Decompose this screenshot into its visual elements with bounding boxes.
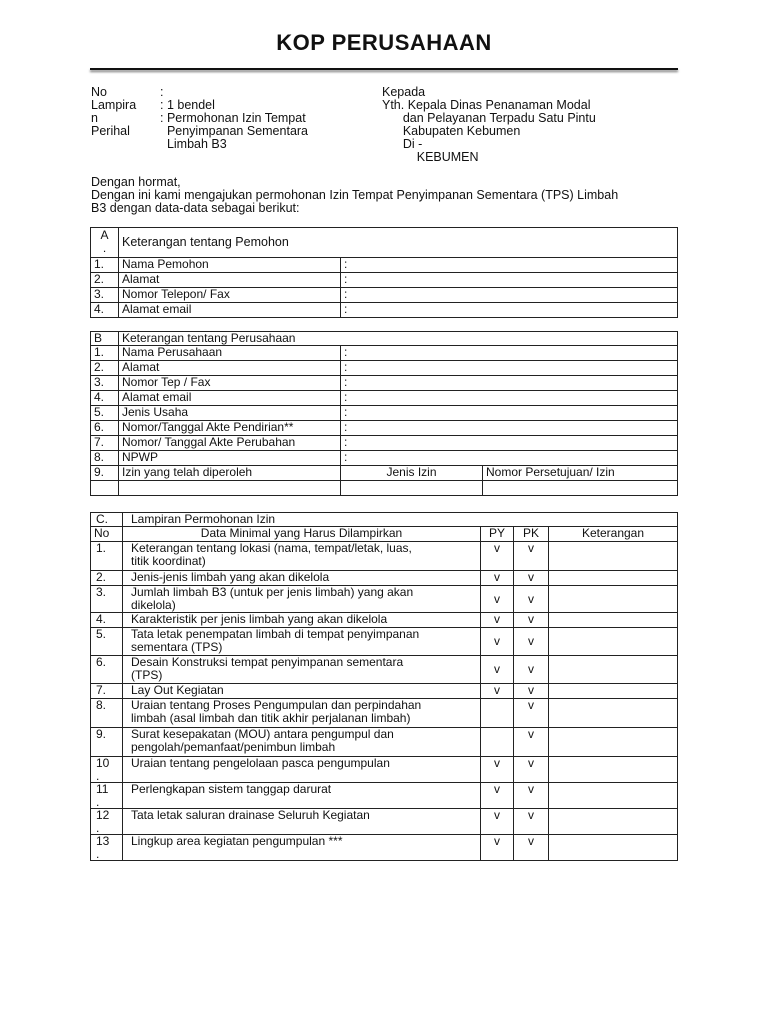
pk-check[interactable]: v <box>514 571 549 586</box>
pk-check[interactable]: v <box>514 586 549 613</box>
row-number: 4. <box>91 613 123 628</box>
table-row <box>91 699 678 728</box>
izin-jenis-header: Jenis Izin <box>341 466 483 481</box>
keterangan-cell[interactable] <box>549 656 678 684</box>
table-row <box>91 273 678 288</box>
keterangan-cell[interactable] <box>549 835 678 861</box>
izin-header-row <box>91 466 678 481</box>
col-header-py: PY <box>481 527 514 542</box>
recipient-line-4: Kabupaten Kebumen <box>382 124 521 138</box>
row-label: Alamat email <box>119 391 341 406</box>
py-check[interactable]: v <box>481 613 514 628</box>
row-number-dot: . <box>96 768 100 783</box>
label-perihal: Perihal <box>91 124 130 138</box>
row-description: Jenis-jenis limbah yang akan dikelola <box>123 571 481 586</box>
empty-cell[interactable] <box>483 481 678 496</box>
keterangan-cell[interactable] <box>549 586 678 613</box>
table-row <box>91 728 678 757</box>
desc-line-1: Surat kesepakatan (MOU) antara pengumpul dan <box>131 727 394 741</box>
col-header-no: No <box>91 527 123 542</box>
row-number: 8. <box>91 451 119 466</box>
row-label: Alamat <box>119 273 341 288</box>
row-value-cell[interactable]: : <box>341 258 678 273</box>
row-number-dot: . <box>96 846 100 861</box>
row-number: 4. <box>91 391 119 406</box>
page-title: KOP PERUSAHAAN <box>276 30 492 55</box>
row-number: 1. <box>91 346 119 361</box>
desc-line-2: pengolah/pemanfaat/penimbun limbah <box>131 739 336 754</box>
row-number-dot: . <box>96 820 100 835</box>
value-no: : <box>160 85 164 99</box>
section-a-letter: A <box>100 228 109 242</box>
py-check[interactable]: v <box>481 586 514 613</box>
py-check[interactable]: v <box>481 684 514 699</box>
pk-check[interactable]: v <box>514 835 549 861</box>
py-check[interactable]: v <box>481 571 514 586</box>
table-row <box>91 542 678 571</box>
col-header-pk: PK <box>514 527 549 542</box>
value-perihal-3: Limbah B3 <box>160 137 227 151</box>
desc-line-1: Jumlah limbah B3 (untuk per jenis limbah) yang akan <box>131 585 414 599</box>
row-value-cell[interactable]: : <box>341 451 678 466</box>
row-label: Nomor/Tanggal Akte Pendirian** <box>119 421 341 436</box>
table-section-a <box>90 227 678 318</box>
row-label: Alamat email <box>119 303 341 318</box>
desc-line-2: dikelola) <box>131 597 176 612</box>
table-row <box>91 258 678 273</box>
keterangan-cell[interactable] <box>549 628 678 656</box>
row-number: 6. <box>91 656 123 684</box>
table-row <box>91 421 678 436</box>
row-value-cell[interactable]: : <box>341 421 678 436</box>
py-check[interactable] <box>481 699 514 728</box>
table-row <box>91 361 678 376</box>
greeting: Dengan hormat, <box>91 175 181 189</box>
row-description <box>123 728 481 757</box>
row-number <box>91 757 123 783</box>
keterangan-cell[interactable] <box>549 571 678 586</box>
pk-check[interactable]: v <box>514 728 549 757</box>
keterangan-cell[interactable] <box>549 728 678 757</box>
keterangan-cell[interactable] <box>549 783 678 809</box>
pk-check[interactable]: v <box>514 542 549 571</box>
section-c-column-headers <box>91 527 678 542</box>
pk-check[interactable]: v <box>514 757 549 783</box>
row-description: Lay Out Kegiatan <box>123 684 481 699</box>
row-number: 3. <box>91 288 119 303</box>
pk-check[interactable]: v <box>514 656 549 684</box>
section-c-header <box>91 513 678 527</box>
table-row <box>91 835 678 861</box>
py-check[interactable]: v <box>481 809 514 835</box>
izin-label: Izin yang telah diperoleh <box>119 466 341 481</box>
col-header-keterangan: Keterangan <box>549 527 678 542</box>
row-number-main: 13 <box>96 834 110 848</box>
section-a-title: Keterangan tentang Pemohon <box>119 228 678 258</box>
header-divider <box>90 68 678 70</box>
row-number: 1. <box>91 542 123 571</box>
row-description: Uraian tentang pengelolaan pasca pengumpulan <box>123 757 481 783</box>
pk-check[interactable]: v <box>514 628 549 656</box>
pk-check[interactable]: v <box>514 699 549 728</box>
row-value-cell[interactable]: : <box>341 391 678 406</box>
table-row <box>91 571 678 586</box>
row-description <box>123 656 481 684</box>
py-check[interactable]: v <box>481 656 514 684</box>
row-number <box>91 783 123 809</box>
izin-nomor-header: Nomor Persetujuan/ Izin <box>483 466 678 481</box>
desc-line-1: Uraian tentang Proses Pengumpulan dan perpindahan <box>131 698 422 712</box>
keterangan-cell[interactable] <box>549 684 678 699</box>
row-number: 2. <box>91 361 119 376</box>
row-number: 2. <box>91 571 123 586</box>
row-label: Nomor Tep / Fax <box>119 376 341 391</box>
label-lampiran-wrap: n <box>91 111 98 125</box>
desc-line-1: Tata letak penempatan limbah di tempat penyimpanan <box>131 627 420 641</box>
row-description <box>123 542 481 571</box>
section-b-title: Keterangan tentang Perusahaan <box>119 332 678 346</box>
row-value-cell[interactable]: : <box>341 406 678 421</box>
row-description <box>123 699 481 728</box>
section-a-dot: . <box>102 241 107 255</box>
row-value-cell[interactable]: : <box>341 376 678 391</box>
table-row <box>91 391 678 406</box>
intro-line-1: Dengan ini kami mengajukan permohonan Izin Tempat Penyimpanan Sementara (TPS) Limbah <box>91 188 619 202</box>
table-row <box>91 451 678 466</box>
table-row <box>91 303 678 318</box>
row-label: NPWP <box>119 451 341 466</box>
keterangan-cell[interactable] <box>549 699 678 728</box>
empty-cell[interactable] <box>119 481 341 496</box>
pk-check[interactable]: v <box>514 684 549 699</box>
row-label: Jenis Usaha <box>119 406 341 421</box>
row-value-cell[interactable]: : <box>341 288 678 303</box>
intro-line-2: B3 dengan data-data sebagai berikut: <box>91 201 300 215</box>
recipient-block <box>382 86 596 164</box>
row-description: Lingkup area kegiatan pengumpulan *** <box>123 835 481 861</box>
recipient-line-3: dan Pelayanan Terpadu Satu Pintu <box>382 111 596 125</box>
desc-line-1: Desain Konstruksi tempat penyimpanan sementara <box>131 655 404 669</box>
row-label: Nama Pemohon <box>119 258 341 273</box>
value-perihal-1: : Permohonan Izin Tempat <box>160 111 306 125</box>
py-check[interactable]: v <box>481 542 514 571</box>
keterangan-cell[interactable] <box>549 809 678 835</box>
table-row <box>91 586 678 613</box>
table-row <box>91 656 678 684</box>
py-check[interactable] <box>481 728 514 757</box>
row-number: 3. <box>91 376 119 391</box>
value-perihal-2: Penyimpanan Sementara <box>160 124 309 138</box>
table-row <box>91 757 678 783</box>
table-section-b <box>90 331 678 496</box>
row-value-cell[interactable]: : <box>341 436 678 451</box>
col-header-data: Data Minimal yang Harus Dilampirkan <box>123 527 481 542</box>
section-c-code: C. <box>91 513 123 527</box>
letter-header-values <box>160 86 308 151</box>
table-row <box>91 436 678 451</box>
row-number: 3. <box>91 586 123 613</box>
label-no: No <box>91 85 107 99</box>
table-row <box>91 809 678 835</box>
row-number: 9. <box>91 728 123 757</box>
table-row <box>91 783 678 809</box>
py-check[interactable]: v <box>481 783 514 809</box>
row-label: Alamat <box>119 361 341 376</box>
label-lampiran: Lampira <box>91 98 137 112</box>
row-description: Perlengkapan sistem tanggap darurat <box>123 783 481 809</box>
table-row <box>91 288 678 303</box>
row-description <box>123 586 481 613</box>
row-number-main: 10 <box>96 756 110 770</box>
row-number-main: 11 <box>96 782 109 796</box>
row-number: 4. <box>91 303 119 318</box>
recipient-line-1: Kepada <box>382 85 426 99</box>
table-row <box>91 406 678 421</box>
row-value-cell[interactable]: : <box>341 303 678 318</box>
keterangan-cell[interactable] <box>549 757 678 783</box>
row-number: 2. <box>91 273 119 288</box>
row-number <box>91 835 123 861</box>
recipient-line-6: KEBUMEN <box>382 150 479 164</box>
row-description: Tata letak saluran drainase Seluruh Kegiatan <box>123 809 481 835</box>
row-number: 7. <box>91 436 119 451</box>
section-c-title: Lampiran Permohonan Izin <box>123 513 678 527</box>
table-row <box>91 628 678 656</box>
row-number-main: 12 <box>96 808 110 822</box>
desc-line-2: limbah (asal limbah dan titik akhir perjalanan limbah) <box>131 710 411 725</box>
row-value-cell[interactable]: : <box>341 273 678 288</box>
recipient-line-5: Di - <box>382 137 423 151</box>
section-b-header <box>91 332 678 346</box>
section-a-code <box>91 228 119 258</box>
keterangan-cell[interactable] <box>549 613 678 628</box>
empty-cell <box>91 481 119 496</box>
table-section-c <box>90 512 678 861</box>
pk-check[interactable]: v <box>514 783 549 809</box>
desc-line-2: sementara (TPS) <box>131 639 223 654</box>
row-label: Nomor Telepon/ Fax <box>119 288 341 303</box>
empty-cell[interactable] <box>341 481 483 496</box>
row-number: 7. <box>91 684 123 699</box>
row-number: 6. <box>91 421 119 436</box>
row-description: Karakteristik per jenis limbah yang akan dikelola <box>123 613 481 628</box>
row-value-cell[interactable]: : <box>341 361 678 376</box>
pk-check[interactable]: v <box>514 809 549 835</box>
py-check[interactable]: v <box>481 757 514 783</box>
keterangan-cell[interactable] <box>549 542 678 571</box>
py-check[interactable]: v <box>481 835 514 861</box>
value-lampiran: : 1 bendel <box>160 98 215 112</box>
pk-check[interactable]: v <box>514 613 549 628</box>
intro-text <box>91 176 681 215</box>
row-number-dot: . <box>96 794 100 809</box>
row-number: 9. <box>91 466 119 481</box>
py-check[interactable]: v <box>481 628 514 656</box>
desc-line-2: (TPS) <box>131 667 163 682</box>
izin-empty-row <box>91 481 678 496</box>
desc-line-2: titik koordinat) <box>131 553 206 568</box>
row-number <box>91 809 123 835</box>
table-row <box>91 684 678 699</box>
row-number: 5. <box>91 628 123 656</box>
table-row <box>91 376 678 391</box>
table-row <box>91 613 678 628</box>
row-label: Nomor/ Tanggal Akte Perubahan <box>119 436 341 451</box>
section-b-code: B <box>91 332 119 346</box>
letter-header-labels <box>91 86 136 138</box>
section-a-header <box>91 228 678 258</box>
row-value-cell[interactable]: : <box>341 346 678 361</box>
table-row <box>91 346 678 361</box>
recipient-line-2: Yth. Kepala Dinas Penanaman Modal <box>382 98 591 112</box>
row-label: Nama Perusahaan <box>119 346 341 361</box>
row-description <box>123 628 481 656</box>
row-number: 5. <box>91 406 119 421</box>
row-number: 1. <box>91 258 119 273</box>
row-number: 8. <box>91 699 123 728</box>
desc-line-1: Keterangan tentang lokasi (nama, tempat/letak, luas, <box>131 541 412 555</box>
